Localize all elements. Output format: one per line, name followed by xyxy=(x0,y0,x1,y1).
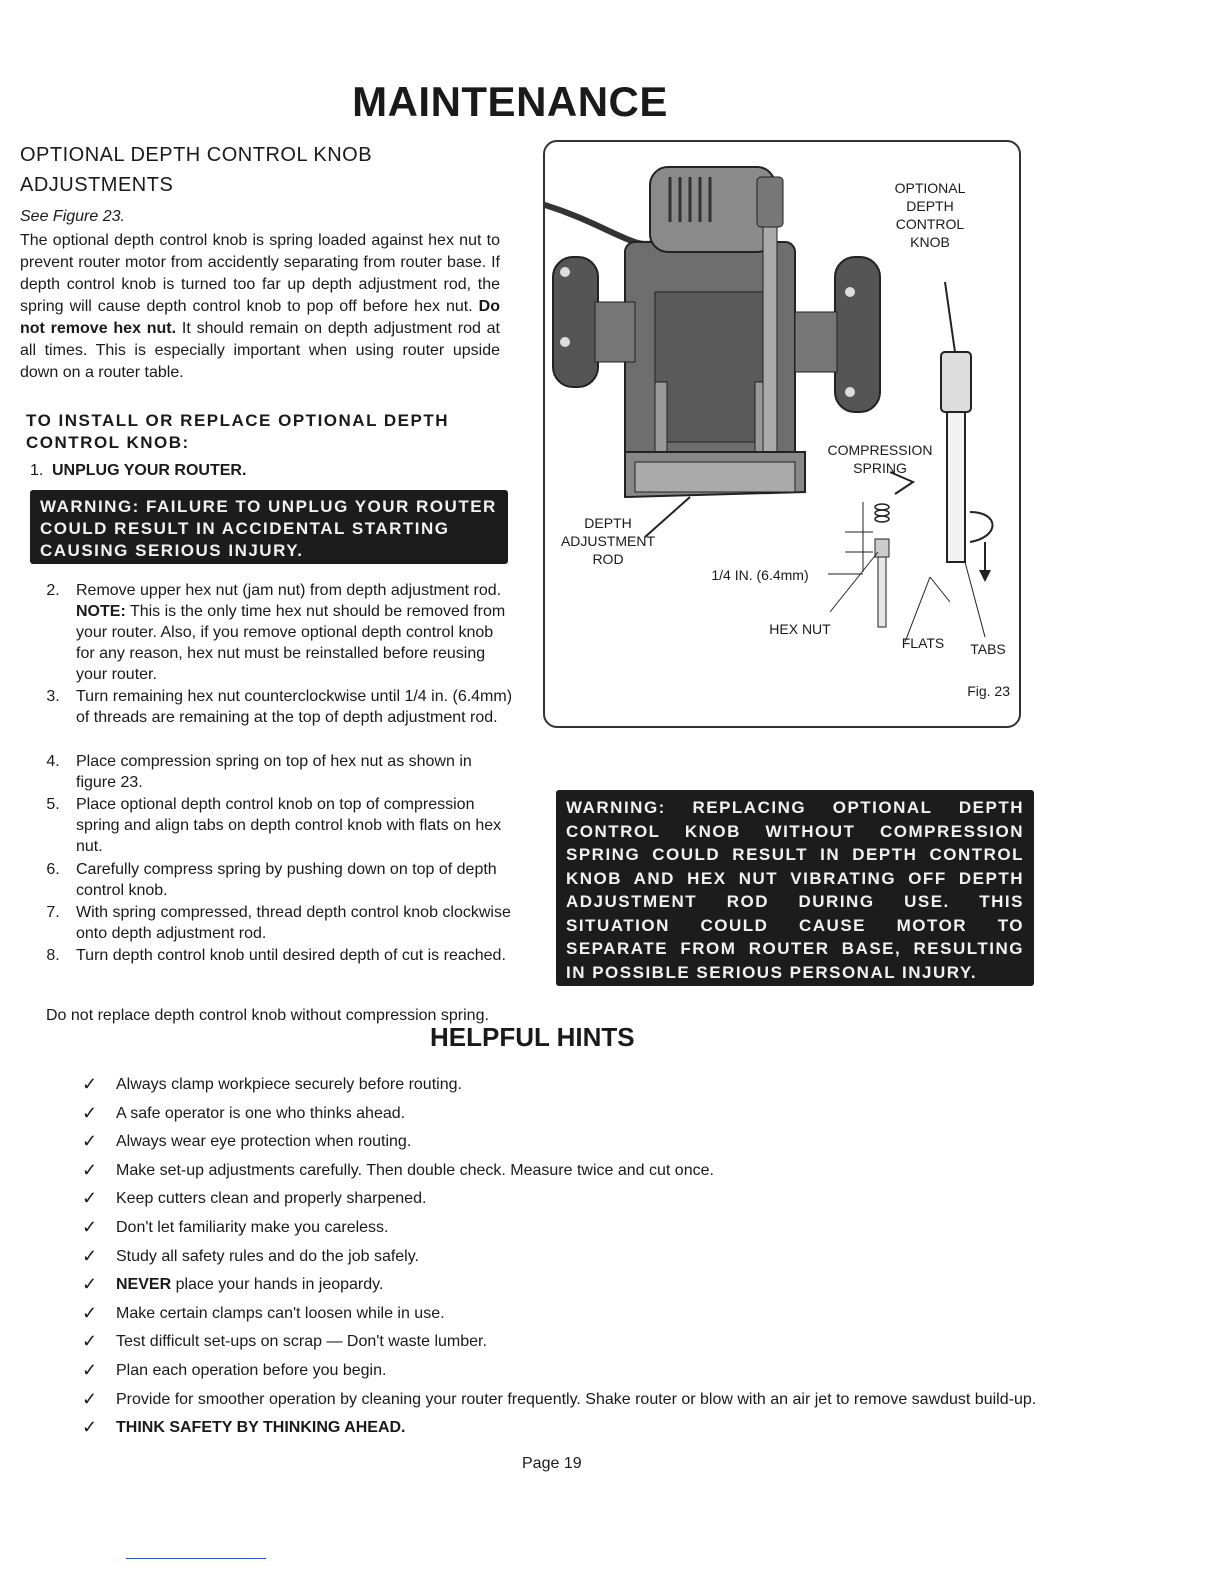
step-text: Remove upper hex nut (jam nut) from depth adjustment rod. xyxy=(76,582,502,599)
label-depth-rod: DEPTH ADJUSTMENT ROD xyxy=(560,515,656,567)
check-mark-icon: ✓ xyxy=(82,1245,98,1266)
hint-text: A safe operator is one who thinks ahead. xyxy=(116,1104,406,1122)
hint-item xyxy=(82,1274,1082,1295)
intro-text: The optional depth control knob is spring loaded against hex nut to prevent router motor from accidently separating from router base. If depth control knob is turned too far up depth adjustment rod, the spring will cause depth control knob to pop off before hex nut. xyxy=(20,232,500,315)
check-mark-icon: ✓ xyxy=(82,1131,98,1152)
hint-text: Always wear eye protection when routing. xyxy=(116,1133,412,1151)
hint-item xyxy=(82,1303,1082,1324)
check-mark-icon: ✓ xyxy=(82,1359,98,1380)
closing-note: Do not replace depth control knob without compression spring. xyxy=(46,1007,489,1024)
label-compression-spring: COMPRESSION SPRING xyxy=(827,442,933,476)
hint-text: Make certain clamps can't loosen while in use. xyxy=(116,1304,445,1322)
step-item xyxy=(30,902,530,944)
step-text: Turn depth control knob until desired depth of cut is reached. xyxy=(76,947,506,964)
intro-tail-text: It should remain on depth adjustment rod at all times. This is especially important when using router upside down on a router table. xyxy=(20,320,501,381)
hint-text: Provide for smoother operation by cleaning your router frequently. Shake router or blow with an air jet to remove sawdust build-up. xyxy=(116,1390,1037,1408)
step-content xyxy=(76,580,516,685)
footer-rule xyxy=(126,1558,266,1559)
hint-text: place your hands in jeopardy. xyxy=(175,1276,384,1294)
check-mark-icon: ✓ xyxy=(82,1159,98,1180)
check-mark-icon: ✓ xyxy=(82,1274,98,1295)
hint-item xyxy=(82,1074,1082,1095)
step-item xyxy=(30,859,530,901)
label-tabs: TABS xyxy=(970,641,1006,657)
check-mark-icon: ✓ xyxy=(82,1102,98,1123)
step-text: With spring compressed, thread depth control knob clockwise onto depth adjustment rod. xyxy=(76,904,511,942)
label-measure: 1/4 IN. (6.4mm) xyxy=(711,567,809,583)
hint-text: Plan each operation before you begin. xyxy=(116,1361,387,1379)
step-item xyxy=(30,751,530,793)
page-number: Page 19 xyxy=(522,1455,582,1472)
step-1-text: UNPLUG YOUR ROUTER. xyxy=(52,462,247,479)
step-number: 5. xyxy=(46,796,60,813)
section-heading-line1: OPTIONAL DEPTH CONTROL KNOB xyxy=(20,144,373,166)
intro-paragraph xyxy=(20,230,500,384)
hint-item xyxy=(82,1246,1082,1267)
hint-item xyxy=(82,1188,1082,1209)
step-number: 4. xyxy=(46,753,60,770)
check-mark-icon: ✓ xyxy=(82,1188,98,1209)
hint-text: Make set-up adjustments carefully. Then double check. Measure twice and cut once. xyxy=(116,1161,714,1179)
label-optional-knob: OPTIONAL DEPTH CONTROL KNOB xyxy=(894,180,966,250)
install-heading: TO INSTALL OR REPLACE OPTIONAL DEPTH CONTROL KNOB: xyxy=(26,411,449,452)
label-flats: FLATS xyxy=(901,635,945,651)
step-text: Place optional depth control knob on top of compression spring and align tabs on depth control knob with flats on hex nut. xyxy=(76,796,502,855)
page-title: MAINTENANCE xyxy=(352,78,668,125)
helpful-hints-title: HELPFUL HINTS xyxy=(430,1022,635,1052)
step-item xyxy=(30,580,530,685)
hint-text: Keep cutters clean and properly sharpened. xyxy=(116,1190,427,1208)
check-mark-icon: ✓ xyxy=(82,1331,98,1352)
step-number: 3. xyxy=(46,688,60,705)
hint-text: Study all safety rules and do the job safely. xyxy=(116,1247,419,1265)
step-1-number: 1. xyxy=(30,462,44,479)
step-number: 7. xyxy=(46,904,60,921)
step-note-label: NOTE: xyxy=(76,603,126,620)
check-mark-icon: ✓ xyxy=(82,1417,98,1438)
steps-list xyxy=(30,580,530,988)
step-text: Turn remaining hex nut counterclockwise until 1/4 in. (6.4mm) of threads are remaining at the top of depth adjustment rod. xyxy=(76,688,513,726)
step-text: Place compression spring on top of hex nut as shown in figure 23. xyxy=(76,753,472,791)
hints-list xyxy=(82,1074,1082,1446)
step-text: Carefully compress spring by pushing down on top of depth control knob. xyxy=(76,861,497,899)
warning-compression-spring-box: WARNING: REPLACING OPTIONAL DEPTH CONTROL KNOB WITHOUT COMPRESSION SPRING COULD RESULT IN DEPTH CONTROL KNOB AND HEX NUT VIBRATING OFF DEPTH ADJUSTMENT ROD DURING USE. THIS SITUATION COULD CAUSE MOTOR TO SEPARATE FROM ROUTER BASE, RESULTING IN POSSIBLE SERIOUS PERSONAL INJURY. xyxy=(556,790,1034,986)
section-heading-line2: ADJUSTMENTS xyxy=(20,174,174,196)
step-item xyxy=(30,686,530,750)
intro-bold-text: Do not remove hex nut. xyxy=(20,298,500,337)
hint-item xyxy=(82,1217,1082,1238)
label-hex-nut: HEX NUT xyxy=(769,621,831,637)
step-number: 6. xyxy=(46,861,60,878)
hint-item xyxy=(82,1417,1082,1438)
hint-item xyxy=(82,1160,1082,1181)
step-item xyxy=(30,945,530,987)
figure-caption: Fig. 23 xyxy=(967,683,1010,699)
hint-text: Don't let familiarity make you careless. xyxy=(116,1218,389,1236)
warning-unplug-box: WARNING: FAILURE TO UNPLUG YOUR ROUTER COULD RESULT IN ACCIDENTAL STARTING CAUSING SERIOUS INJURY. xyxy=(30,490,508,564)
step-note-text: This is the only time hex nut should be removed from your router. Also, if you remove optional depth control knob for any reason, hex nut must be reinstalled before reusing your router. xyxy=(76,603,506,683)
hint-text: Test difficult set-ups on scrap — Don't waste lumber. xyxy=(116,1333,487,1351)
see-figure-note: See Figure 23. xyxy=(20,208,125,225)
hint-text: Always clamp workpiece securely before routing. xyxy=(116,1076,462,1093)
hint-item xyxy=(82,1131,1082,1152)
step-item xyxy=(30,794,530,858)
step-1 xyxy=(30,462,246,480)
check-mark-icon: ✓ xyxy=(82,1216,98,1237)
figure-23 xyxy=(543,140,1021,728)
hint-item xyxy=(82,1389,1082,1410)
hint-item xyxy=(82,1103,1082,1124)
step-number: 8. xyxy=(46,947,60,964)
hint-item xyxy=(82,1331,1082,1352)
check-mark-icon: ✓ xyxy=(82,1074,98,1094)
hint-bold-text: NEVER xyxy=(116,1276,172,1294)
check-mark-icon: ✓ xyxy=(82,1302,98,1323)
step-number: 2. xyxy=(46,582,60,599)
check-mark-icon: ✓ xyxy=(82,1388,98,1409)
hint-bold-text: THINK SAFETY BY THINKING AHEAD. xyxy=(116,1419,406,1437)
hint-item xyxy=(82,1360,1082,1381)
